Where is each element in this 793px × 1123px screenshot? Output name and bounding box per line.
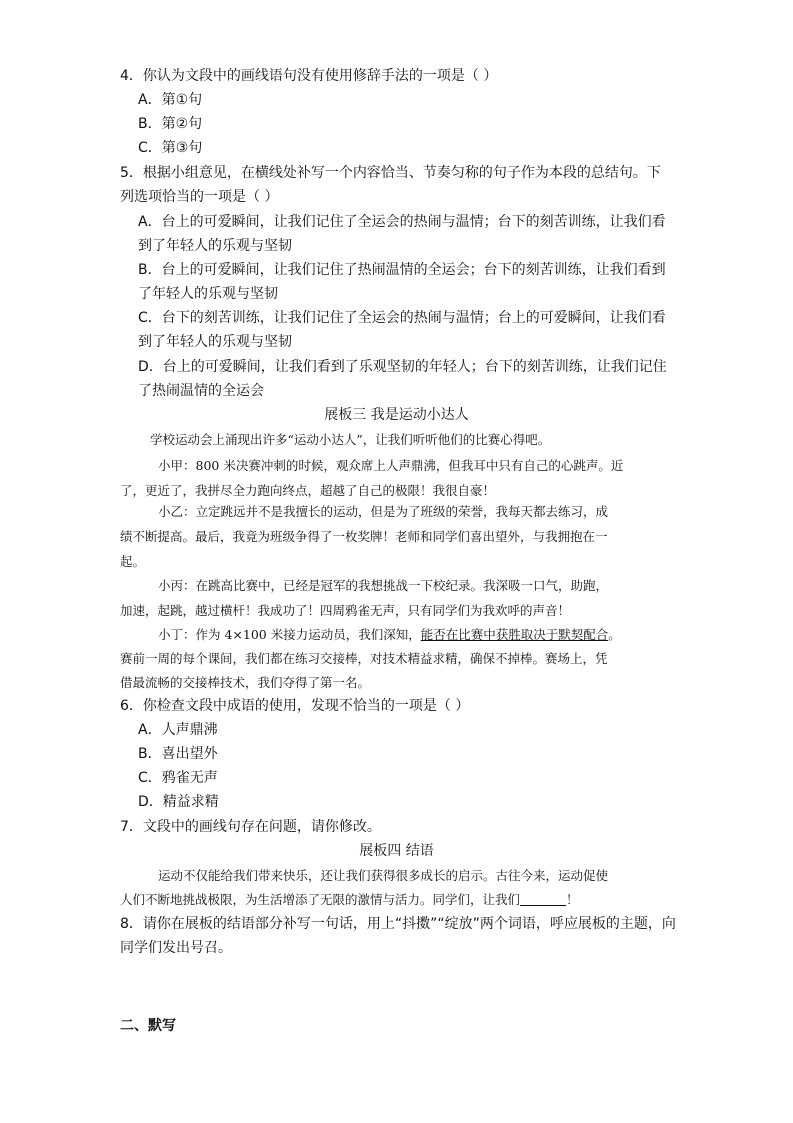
q4-option-b: B．第②句: [138, 116, 203, 132]
q4-option-a: A．第①句: [138, 92, 203, 108]
q5-option-c-line1: C．台下的刻苦训练，让我们记住了全运会的热闹与温情；台上的可爱瞬间，让我们看: [138, 310, 666, 326]
ding-line2: 赛前一周的每个课间，我们都在练习交接棒，对技术精益求精，确保不掉棒。赛场上，凭: [120, 651, 608, 666]
underlined-sentence: 能否在比赛中获胜取决于默契配合: [420, 627, 609, 642]
ding-line1: [158, 625, 621, 645]
q4-stem: 4．你认为文段中的画线语句没有使用修辞手法的一项是（ ）: [120, 68, 498, 84]
board4-line2: [120, 890, 579, 910]
q5-stem-line2: 列选项恰当的一项是（ ）: [120, 189, 279, 205]
ding-line3: 借最流畅的交接棒技术，我们夺得了第一名。: [120, 675, 371, 690]
yi-line3: 起。: [120, 554, 146, 569]
board3-intro: 学校运动会上涌现出许多“运动小达人”，让我们听听他们的比赛心得吧。: [150, 432, 551, 447]
q7-stem: 7．文段中的画线句存在问题，请你修改。: [120, 819, 381, 835]
q5-option-b-line1: B．台上的可爱瞬间，让我们记住了热闹温情的全运会；台下的刻苦训练，让我们看到: [138, 262, 666, 278]
q6-option-c: C．鸦雀无声: [138, 770, 218, 786]
board3-title: 展板三 我是运动小达人: [324, 407, 469, 423]
q5-option-a-line2: 到了年轻人的乐观与坚韧: [138, 238, 292, 254]
board4-line2-end: ！: [566, 892, 579, 907]
ding-line1-pre: 小丁：作为 4×100 米接力运动员，我们深知，: [158, 627, 421, 642]
q5-option-d-line1: D．台上的可爱瞬间，让我们看到了乐观坚韧的年轻人；台下的刻苦训练，让我们记住: [138, 359, 667, 375]
bing-line1: 小丙：在跳高比赛中，已经是冠军的我想挑战一下校纪录。我深吸一口气，助跑，: [158, 578, 609, 593]
q6-option-b: B．喜出望外: [138, 746, 218, 762]
q8-line1: 8．请你在展板的结语部分补写一句话，用上“抖擞”“绽放”两个词语，呼应展板的主题，向: [120, 916, 676, 932]
q6-option-a: A．人声鼎沸: [138, 722, 218, 738]
q5-option-d-line2: 了热闹温情的全运会: [138, 383, 264, 399]
ding-line1-post: 。: [608, 627, 621, 642]
q5-stem-line1: 5．根据小组意见，在横线处补写一个内容恰当、节奏匀称的句子作为本段的总结句。下: [120, 165, 661, 181]
jia-line1: 小甲：800 米决赛冲刺的时候，观众席上人声鼎沸，但我耳中只有自己的心跳声。近: [158, 458, 624, 473]
board4-line1: 运动不仅能给我们带来快乐，还让我们获得很多成长的启示。古往今来，运动促使: [158, 868, 609, 883]
yi-line2: 绩不断提高。最后，我竟为班级争得了一枚奖牌！老师和同学们喜出望外，与我拥抱在一: [120, 529, 608, 544]
jia-line2: 了，更近了，我拼尽全力跑向终点，超越了自己的极限！我很自豪！: [120, 483, 496, 498]
q8-line2: 同学们发出号召。: [120, 940, 232, 956]
q6-stem: 6．你检查文段中成语的使用，发现不恰当的一项是（ ）: [120, 698, 470, 714]
q4-option-c: C．第③句: [138, 140, 203, 156]
section-heading: 二、默写: [120, 1018, 176, 1034]
fill-in-blank[interactable]: [520, 891, 566, 906]
q5-option-b-line2: 了年轻人的乐观与坚韧: [138, 286, 278, 302]
board4-title: 展板四 结语: [359, 843, 434, 859]
yi-line1: 小乙：立定跳远并不是我擅长的运动，但是为了班级的荣誉，我每天都去练习，成: [158, 504, 609, 519]
q6-option-d: D．精益求精: [138, 794, 219, 810]
q5-option-c-line2: 到了年轻人的乐观与坚韧: [138, 334, 292, 350]
bing-line2: 加速，起跳，越过横杆！我成功了！四周鸦雀无声，只有同学们为我欢呼的声音！: [120, 603, 571, 618]
board4-line2-text: 人们不断地挑战极限，为生活增添了无限的激情与活力。同学们，让我们: [120, 892, 521, 907]
q5-option-a-line1: A．台上的可爱瞬间，让我们记住了全运会的热闹与温情；台下的刻苦训练，让我们看: [138, 214, 666, 230]
